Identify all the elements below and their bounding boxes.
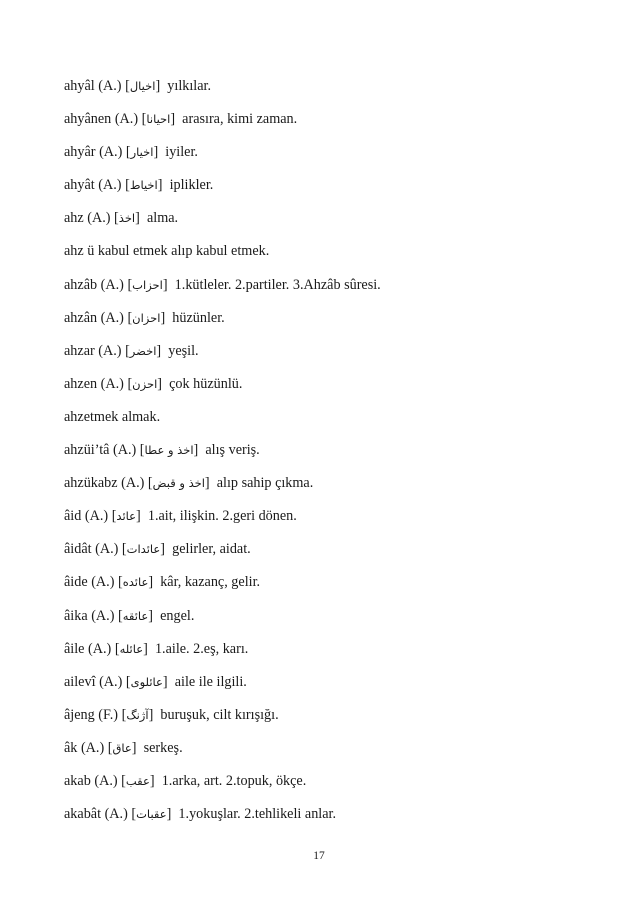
- page-number: 17: [313, 850, 325, 862]
- entry-word: âidât: [64, 541, 92, 558]
- entry-meaning: alıp sahip çıkma.: [216, 475, 314, 492]
- entry-origin: (A.): [80, 739, 105, 756]
- dictionary-entry: âika (A.) [عائقه] engel.: [64, 607, 195, 624]
- entry-origin: (F.): [98, 706, 119, 723]
- entry-meaning: aile ile ilgili.: [174, 673, 247, 690]
- entry-word: ahzetmek almak.: [64, 408, 161, 425]
- entry-origin: (A.): [98, 177, 122, 194]
- entry-origin: (A.): [99, 673, 123, 690]
- entry-meaning: arasıra, kimi zaman.: [182, 111, 298, 128]
- entry-origin: (A.): [100, 375, 124, 392]
- entry-arabic-script: عائلوى: [130, 674, 163, 689]
- entry-arabic-script: عائقه: [122, 608, 149, 623]
- dictionary-entry: ahyâl (A.) [اخيال] yılkılar.: [64, 78, 212, 94]
- dictionary-entry: ahzâb (A.) [احزاب] 1.kütleler. 2.partiler. 3.Ahzâb sûresi.: [64, 276, 381, 293]
- entry-word: âid: [64, 508, 82, 525]
- entry-word: âile: [64, 640, 85, 657]
- entry-word: ahzâb: [64, 276, 98, 293]
- dictionary-entries: [64, 76, 584, 837]
- dictionary-entry: ahzüi’tâ (A.) [اخذ و عطا] alış veriş.: [64, 442, 260, 459]
- entry-origin: (A.): [91, 574, 115, 591]
- entry-origin: (A.): [84, 508, 109, 525]
- entry-word: âk: [64, 739, 78, 756]
- entry-meaning: buruşuk, cilt kırışığı.: [160, 706, 279, 723]
- dictionary-entry: âile (A.) [عائله] 1.aile. 2.eş, karı.: [64, 640, 249, 657]
- dictionary-entry: ailevî (A.) [عائلوى] aile ile ilgili.: [64, 673, 247, 690]
- entry-arabic-script: اخذ و قبض: [152, 476, 205, 491]
- entry-arabic-script: اخذ و عطا: [144, 443, 194, 458]
- entry-origin: (A.): [100, 309, 124, 326]
- entry-meaning: iplikler.: [169, 177, 214, 194]
- dictionary-entry: âjeng (F.) [آژنگ] buruşuk, cilt kırışığı.: [64, 706, 279, 723]
- entry-word: ahzen: [64, 375, 98, 392]
- entry-meaning: 1.ait, ilişkin. 2.geri dönen.: [147, 508, 297, 525]
- entry-arabic-script: عائده: [122, 575, 149, 590]
- entry-word: âide: [64, 574, 88, 591]
- dictionary-entry: ahzen (A.) [احزن] çok hüzünlü.: [64, 375, 243, 392]
- entry-word: ailevî: [64, 673, 96, 690]
- entry-origin: (A.): [98, 342, 122, 359]
- entry-arabic-script: عقب: [125, 773, 150, 788]
- entry-arabic-script: عاق: [112, 740, 132, 755]
- dictionary-entry: ahz (A.) [اخذ] alma.: [64, 210, 179, 227]
- entry-word: ahz ü kabul etmek alıp kabul etmek.: [64, 243, 270, 260]
- entry-meaning: 1.kütleler. 2.partiler. 3.Ahzâb sûresi.: [174, 276, 381, 293]
- entry-origin: (A.): [112, 442, 137, 459]
- dictionary-entry: ahzar (A.) [اخضر] yeşil.: [64, 342, 199, 359]
- entry-word: ahyânen: [64, 111, 112, 128]
- entry-word: âika: [64, 607, 88, 624]
- entry-word: ahzar: [64, 342, 95, 359]
- entry-meaning: çok hüzünlü.: [169, 375, 243, 392]
- entry-word: ahyâr: [64, 144, 96, 161]
- dictionary-entry: ahzükabz (A.) [اخذ و قبض] alıp sahip çıkma.: [64, 475, 314, 492]
- entry-meaning: 1.arka, art. 2.topuk, ökçe.: [161, 772, 307, 789]
- entry-word: ahzüi’tâ: [64, 442, 110, 459]
- entry-meaning: yılkılar.: [167, 78, 212, 94]
- entry-arabic-script: آژنگ: [126, 707, 149, 722]
- dictionary-entry: ahzân (A.) [احزان] hüzünler.: [64, 309, 225, 326]
- entry-meaning: kâr, kazanç, gelir.: [160, 574, 261, 591]
- entry-word: akabât: [64, 806, 102, 823]
- entry-arabic-script: اخيال: [129, 79, 156, 93]
- entry-arabic-script: احزان: [132, 310, 161, 325]
- entry-arabic-script: عائد: [116, 509, 137, 524]
- dictionary-entry: âk (A.) [عاق] serkeş.: [64, 739, 183, 756]
- entry-origin: (A.): [88, 640, 112, 657]
- entry-arabic-script: احيانا: [146, 112, 171, 127]
- entry-origin: (A.): [94, 772, 118, 789]
- entry-meaning: alış veriş.: [205, 442, 260, 459]
- entry-origin: (A.): [99, 144, 123, 161]
- entry-origin: (A.): [104, 806, 128, 823]
- entry-arabic-script: اخضر: [129, 343, 157, 358]
- entry-arabic-script: احزن: [132, 376, 158, 391]
- entry-meaning: hüzünler.: [172, 309, 225, 326]
- entry-meaning: iyiler.: [165, 144, 198, 161]
- entry-origin: (A.): [91, 607, 115, 624]
- entry-word: ahyâl: [64, 78, 95, 94]
- entry-origin: (A.): [121, 475, 145, 492]
- entry-arabic-script: اخياط: [129, 178, 158, 193]
- entry-origin: (A.): [98, 78, 122, 94]
- entry-arabic-script: عقبات: [136, 807, 167, 822]
- entry-word: ahzükabz: [64, 475, 118, 492]
- entry-word: ahz: [64, 210, 84, 227]
- dictionary-entry: akabât (A.) [عقبات] 1.yokuşlar. 2.tehlikeli anlar.: [64, 806, 337, 823]
- dictionary-entry: akab (A.) [عقب] 1.arka, art. 2.topuk, ökçe.: [64, 772, 307, 789]
- dictionary-entry: âide (A.) [عائده] kâr, kazanç, gelir.: [64, 574, 261, 591]
- entry-arabic-script: عائله: [119, 641, 144, 656]
- entry-origin: (A.): [87, 210, 111, 227]
- entry-word: âjeng: [64, 706, 95, 723]
- entry-origin: (A.): [100, 276, 124, 293]
- entry-arabic-script: عائدات: [126, 542, 161, 557]
- entry-origin: (A.): [95, 541, 119, 558]
- dictionary-entry: [64, 241, 584, 274]
- dictionary-entry: ahyânen (A.) [احيانا] arasıra, kimi zaman.: [64, 111, 298, 128]
- dictionary-entry: [64, 407, 584, 440]
- entry-arabic-script: اخيار: [130, 145, 154, 160]
- dictionary-entry: ahyât (A.) [اخياط] iplikler.: [64, 177, 214, 194]
- dictionary-entry: ahyâr (A.) [اخيار] iyiler.: [64, 144, 198, 161]
- entry-meaning: 1.aile. 2.eş, karı.: [154, 640, 249, 657]
- entry-meaning: gelirler, aidat.: [172, 541, 251, 558]
- entry-meaning: serkeş.: [143, 739, 183, 756]
- dictionary-entry: âidât (A.) [عائدات] gelirler, aidat.: [64, 541, 251, 558]
- dictionary-entry: âid (A.) [عائد] 1.ait, ilişkin. 2.geri dönen.: [64, 508, 297, 525]
- entry-arabic-script: اخذ: [118, 211, 136, 226]
- entry-word: ahyât: [64, 177, 95, 194]
- entry-origin: (A.): [114, 111, 139, 128]
- entry-meaning: engel.: [160, 607, 195, 624]
- entry-meaning: 1.yokuşlar. 2.tehlikeli anlar.: [178, 806, 337, 823]
- entry-meaning: alma.: [146, 210, 179, 227]
- entry-word: ahzân: [64, 309, 98, 326]
- entry-meaning: yeşil.: [168, 342, 199, 359]
- entry-arabic-script: احزاب: [132, 277, 163, 292]
- entry-word: akab: [64, 772, 91, 789]
